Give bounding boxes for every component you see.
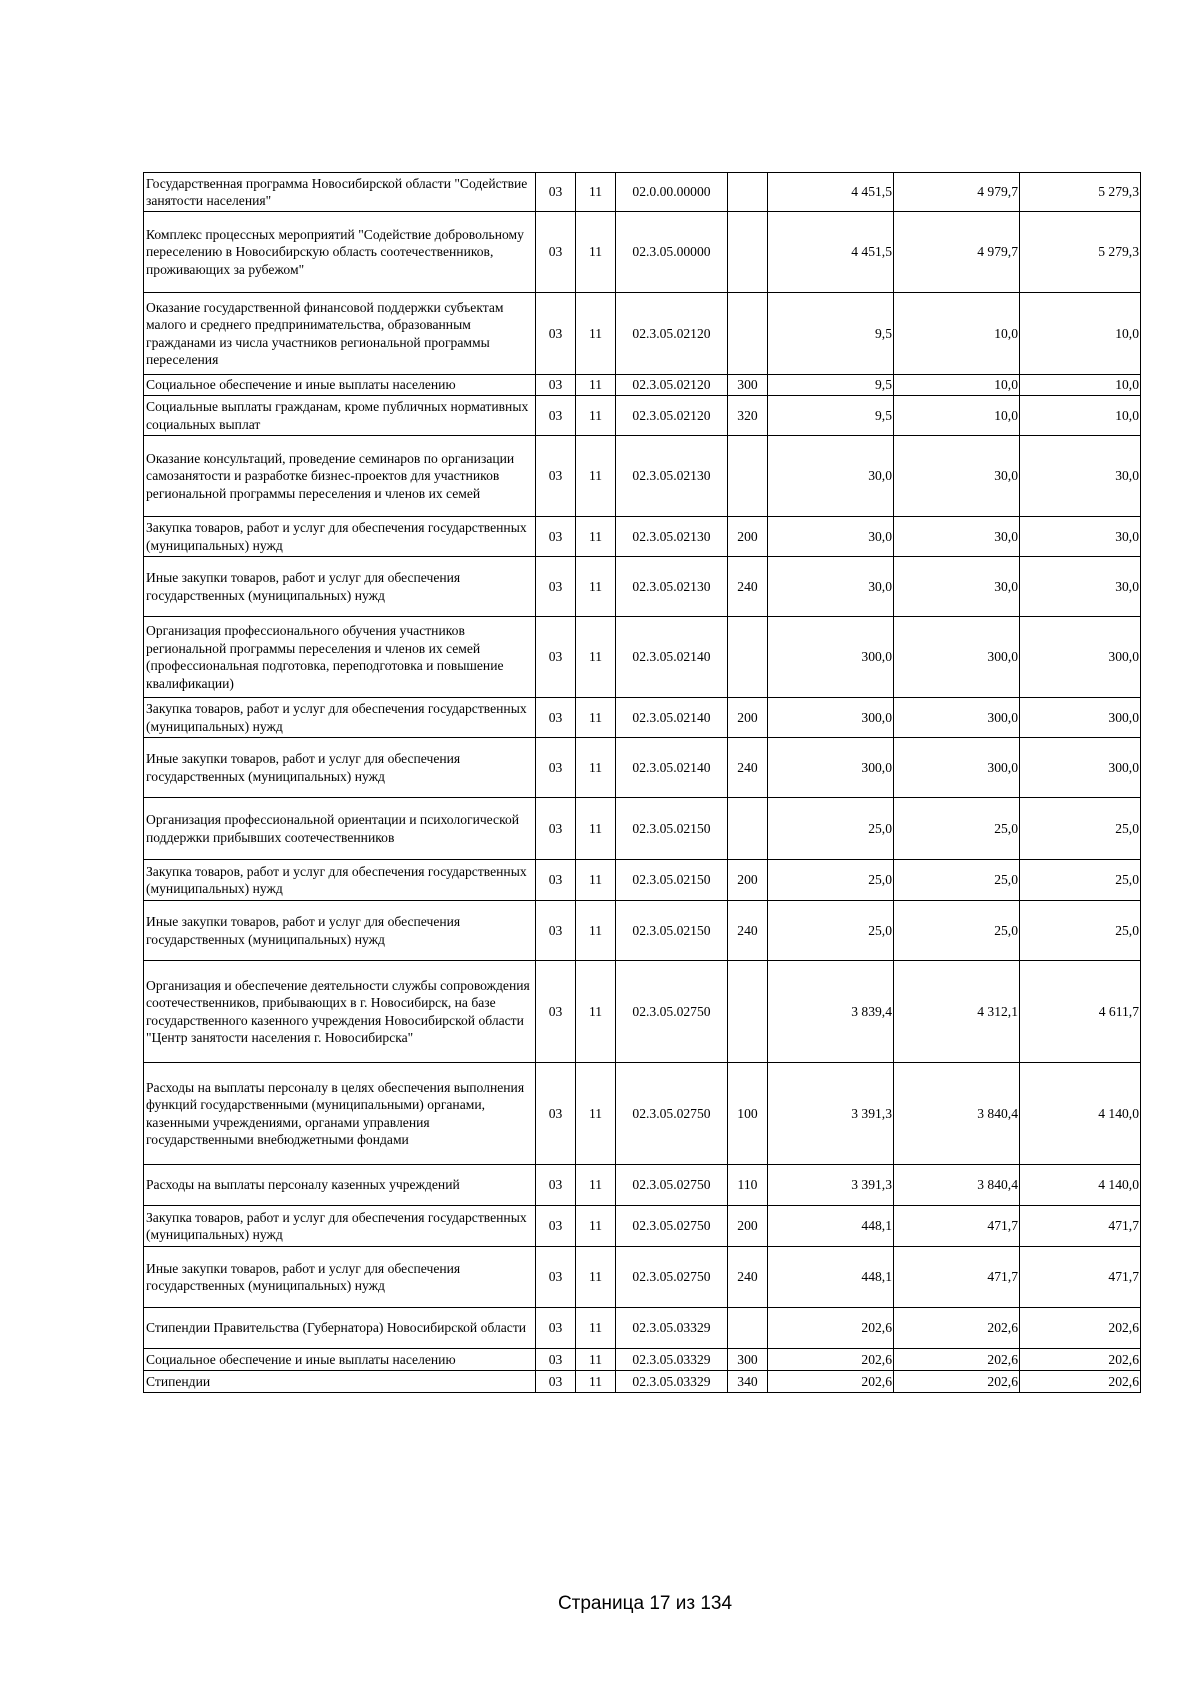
amount-year-1-cell: 9,5 <box>768 396 894 436</box>
subsection-code-cell: 11 <box>576 1371 616 1393</box>
section-code-cell: 03 <box>536 901 576 961</box>
table-row <box>144 738 1141 798</box>
amount-year-3-cell: 5 279,3 <box>1020 212 1141 293</box>
target-article-cell: 02.3.05.02750 <box>616 1206 728 1247</box>
table-body <box>144 173 1141 1393</box>
target-article-cell: 02.3.05.02750 <box>616 961 728 1063</box>
section-code-cell: 03 <box>536 961 576 1063</box>
expense-type-cell: 340 <box>728 1371 768 1393</box>
subsection-code-cell: 11 <box>576 396 616 436</box>
section-code-cell: 03 <box>536 436 576 517</box>
amount-year-2-cell: 25,0 <box>894 860 1020 901</box>
subsection-code-cell: 11 <box>576 1206 616 1247</box>
amount-year-1-cell: 30,0 <box>768 517 894 557</box>
amount-year-1-cell: 300,0 <box>768 738 894 798</box>
item-name-cell: Закупка товаров, работ и услуг для обеспечения государственных (муниципальных) нужд <box>144 517 536 557</box>
section-code-cell: 03 <box>536 1247 576 1308</box>
target-article-cell: 02.3.05.02150 <box>616 901 728 961</box>
target-article-cell: 02.3.05.02750 <box>616 1165 728 1206</box>
expense-type-cell: 110 <box>728 1165 768 1206</box>
amount-year-3-cell: 5 279,3 <box>1020 173 1141 212</box>
amount-year-3-cell: 300,0 <box>1020 617 1141 698</box>
table-row <box>144 375 1141 396</box>
table-row <box>144 961 1141 1063</box>
amount-year-3-cell: 4 140,0 <box>1020 1165 1141 1206</box>
target-article-cell: 02.3.05.03329 <box>616 1349 728 1371</box>
amount-year-2-cell: 4 979,7 <box>894 212 1020 293</box>
item-name-cell: Оказание государственной финансовой поддержки субъектам малого и среднего предпринимательства, образованным гражданами из числа участников региональной программы переселения <box>144 293 536 375</box>
item-name-cell: Расходы на выплаты персоналу казенных учреждений <box>144 1165 536 1206</box>
amount-year-1-cell: 448,1 <box>768 1247 894 1308</box>
amount-year-2-cell: 30,0 <box>894 436 1020 517</box>
expense-type-cell: 200 <box>728 698 768 738</box>
amount-year-2-cell: 30,0 <box>894 557 1020 617</box>
subsection-code-cell: 11 <box>576 698 616 738</box>
subsection-code-cell: 11 <box>576 1308 616 1349</box>
item-name-cell: Организация профессиональной ориентации и психологической поддержки прибывших соотечественников <box>144 798 536 860</box>
table-row <box>144 173 1141 212</box>
amount-year-2-cell: 10,0 <box>894 293 1020 375</box>
expense-type-cell: 300 <box>728 375 768 396</box>
target-article-cell: 02.3.05.02150 <box>616 798 728 860</box>
target-article-cell: 02.3.05.03329 <box>616 1308 728 1349</box>
section-code-cell: 03 <box>536 557 576 617</box>
section-code-cell: 03 <box>536 396 576 436</box>
amount-year-3-cell: 202,6 <box>1020 1371 1141 1393</box>
amount-year-1-cell: 448,1 <box>768 1206 894 1247</box>
item-name-cell: Оказание консультаций, проведение семинаров по организации самозанятости и разработке бизнес-проектов для участников региональной программы переселения и членов их семей <box>144 436 536 517</box>
item-name-cell: Стипендии Правительства (Губернатора) Новосибирской области <box>144 1308 536 1349</box>
item-name-cell: Организация профессионального обучения участников региональной программы переселения и членов их семей (профессиональная подготовка, переподготовка и повышение квалификации) <box>144 617 536 698</box>
target-article-cell: 02.3.05.02120 <box>616 396 728 436</box>
section-code-cell: 03 <box>536 212 576 293</box>
amount-year-3-cell: 202,6 <box>1020 1349 1141 1371</box>
amount-year-1-cell: 300,0 <box>768 617 894 698</box>
item-name-cell: Иные закупки товаров, работ и услуг для обеспечения государственных (муниципальных) нужд <box>144 738 536 798</box>
item-name-cell: Стипендии <box>144 1371 536 1393</box>
expense-type-cell: 200 <box>728 1206 768 1247</box>
section-code-cell: 03 <box>536 375 576 396</box>
target-article-cell: 02.3.05.02130 <box>616 517 728 557</box>
item-name-cell: Комплекс процессных мероприятий "Содействие добровольному переселению в Новосибирскую область соотечественников, проживающих за рубежом" <box>144 212 536 293</box>
target-article-cell: 02.3.05.02750 <box>616 1247 728 1308</box>
table-row <box>144 617 1141 698</box>
subsection-code-cell: 11 <box>576 860 616 901</box>
amount-year-2-cell: 202,6 <box>894 1308 1020 1349</box>
amount-year-3-cell: 202,6 <box>1020 1308 1141 1349</box>
section-code-cell: 03 <box>536 860 576 901</box>
target-article-cell: 02.3.05.02150 <box>616 860 728 901</box>
amount-year-1-cell: 9,5 <box>768 375 894 396</box>
target-article-cell: 02.3.05.03329 <box>616 1371 728 1393</box>
amount-year-3-cell: 30,0 <box>1020 557 1141 617</box>
table-row <box>144 1371 1141 1393</box>
amount-year-3-cell: 30,0 <box>1020 436 1141 517</box>
table-row <box>144 1206 1141 1247</box>
item-name-cell: Государственная программа Новосибирской области "Содействие занятости населения" <box>144 173 536 212</box>
section-code-cell: 03 <box>536 1308 576 1349</box>
amount-year-1-cell: 25,0 <box>768 860 894 901</box>
expense-type-cell <box>728 798 768 860</box>
section-code-cell: 03 <box>536 798 576 860</box>
amount-year-1-cell: 300,0 <box>768 698 894 738</box>
table-row <box>144 1165 1141 1206</box>
amount-year-2-cell: 300,0 <box>894 698 1020 738</box>
item-name-cell: Иные закупки товаров, работ и услуг для обеспечения государственных (муниципальных) нужд <box>144 901 536 961</box>
item-name-cell: Расходы на выплаты персоналу в целях обеспечения выполнения функций государственными (муниципальными) органами, казенными учреждениями, органами управления государственными внебюджетными фондами <box>144 1063 536 1165</box>
amount-year-2-cell: 3 840,4 <box>894 1063 1020 1165</box>
budget-table <box>143 172 1141 1393</box>
target-article-cell: 02.3.05.00000 <box>616 212 728 293</box>
table-row <box>144 1349 1141 1371</box>
amount-year-3-cell: 25,0 <box>1020 860 1141 901</box>
amount-year-3-cell: 30,0 <box>1020 517 1141 557</box>
amount-year-1-cell: 202,6 <box>768 1371 894 1393</box>
amount-year-1-cell: 3 839,4 <box>768 961 894 1063</box>
amount-year-2-cell: 25,0 <box>894 798 1020 860</box>
amount-year-2-cell: 202,6 <box>894 1349 1020 1371</box>
item-name-cell: Социальное обеспечение и иные выплаты населению <box>144 1349 536 1371</box>
expense-type-cell: 200 <box>728 517 768 557</box>
subsection-code-cell: 11 <box>576 293 616 375</box>
amount-year-1-cell: 4 451,5 <box>768 173 894 212</box>
amount-year-2-cell: 300,0 <box>894 738 1020 798</box>
amount-year-3-cell: 25,0 <box>1020 901 1141 961</box>
expense-type-cell <box>728 212 768 293</box>
amount-year-2-cell: 471,7 <box>894 1247 1020 1308</box>
target-article-cell: 02.3.05.02140 <box>616 738 728 798</box>
section-code-cell: 03 <box>536 1206 576 1247</box>
table-row <box>144 396 1141 436</box>
subsection-code-cell: 11 <box>576 436 616 517</box>
amount-year-1-cell: 3 391,3 <box>768 1165 894 1206</box>
expense-type-cell: 240 <box>728 557 768 617</box>
section-code-cell: 03 <box>536 1371 576 1393</box>
table-row <box>144 212 1141 293</box>
section-code-cell: 03 <box>536 173 576 212</box>
subsection-code-cell: 11 <box>576 1247 616 1308</box>
amount-year-2-cell: 202,6 <box>894 1371 1020 1393</box>
table-row <box>144 1063 1141 1165</box>
target-article-cell: 02.3.05.02120 <box>616 293 728 375</box>
table-row <box>144 1308 1141 1349</box>
subsection-code-cell: 11 <box>576 738 616 798</box>
expense-type-cell <box>728 173 768 212</box>
target-article-cell: 02.3.05.02140 <box>616 698 728 738</box>
amount-year-1-cell: 202,6 <box>768 1349 894 1371</box>
amount-year-1-cell: 4 451,5 <box>768 212 894 293</box>
amount-year-3-cell: 10,0 <box>1020 396 1141 436</box>
section-code-cell: 03 <box>536 1349 576 1371</box>
subsection-code-cell: 11 <box>576 901 616 961</box>
amount-year-2-cell: 10,0 <box>894 375 1020 396</box>
amount-year-2-cell: 4 312,1 <box>894 961 1020 1063</box>
page-number: Страница 17 из 134 <box>557 1593 733 1614</box>
item-name-cell: Организация и обеспечение деятельности службы сопровождения соотечественников, прибывающих в г. Новосибирск, на базе государственного казенного учреждения Новосибирской области "Центр занятости населения г. Новосибирска" <box>144 961 536 1063</box>
amount-year-1-cell: 25,0 <box>768 901 894 961</box>
subsection-code-cell: 11 <box>576 798 616 860</box>
amount-year-2-cell: 4 979,7 <box>894 173 1020 212</box>
amount-year-1-cell: 9,5 <box>768 293 894 375</box>
amount-year-3-cell: 471,7 <box>1020 1247 1141 1308</box>
amount-year-3-cell: 471,7 <box>1020 1206 1141 1247</box>
subsection-code-cell: 11 <box>576 212 616 293</box>
expense-type-cell <box>728 617 768 698</box>
expense-type-cell: 200 <box>728 860 768 901</box>
section-code-cell: 03 <box>536 738 576 798</box>
target-article-cell: 02.3.05.02130 <box>616 436 728 517</box>
item-name-cell: Иные закупки товаров, работ и услуг для обеспечения государственных (муниципальных) нужд <box>144 557 536 617</box>
target-article-cell: 02.3.05.02120 <box>616 375 728 396</box>
amount-year-3-cell: 300,0 <box>1020 698 1141 738</box>
table-row <box>144 436 1141 517</box>
expense-type-cell <box>728 436 768 517</box>
table-row <box>144 798 1141 860</box>
amount-year-1-cell: 3 391,3 <box>768 1063 894 1165</box>
subsection-code-cell: 11 <box>576 1063 616 1165</box>
section-code-cell: 03 <box>536 1165 576 1206</box>
item-name-cell: Социальное обеспечение и иные выплаты населению <box>144 375 536 396</box>
expense-type-cell: 240 <box>728 1247 768 1308</box>
expense-type-cell: 240 <box>728 738 768 798</box>
target-article-cell: 02.3.05.02750 <box>616 1063 728 1165</box>
amount-year-2-cell: 10,0 <box>894 396 1020 436</box>
table-row <box>144 293 1141 375</box>
subsection-code-cell: 11 <box>576 517 616 557</box>
item-name-cell: Закупка товаров, работ и услуг для обеспечения государственных (муниципальных) нужд <box>144 860 536 901</box>
item-name-cell: Иные закупки товаров, работ и услуг для обеспечения государственных (муниципальных) нужд <box>144 1247 536 1308</box>
amount-year-3-cell: 10,0 <box>1020 375 1141 396</box>
amount-year-3-cell: 25,0 <box>1020 798 1141 860</box>
table-row <box>144 517 1141 557</box>
table-row <box>144 901 1141 961</box>
subsection-code-cell: 11 <box>576 961 616 1063</box>
amount-year-1-cell: 30,0 <box>768 436 894 517</box>
amount-year-2-cell: 25,0 <box>894 901 1020 961</box>
section-code-cell: 03 <box>536 1063 576 1165</box>
amount-year-3-cell: 10,0 <box>1020 293 1141 375</box>
expense-type-cell <box>728 961 768 1063</box>
section-code-cell: 03 <box>536 698 576 738</box>
expense-type-cell: 100 <box>728 1063 768 1165</box>
section-code-cell: 03 <box>536 293 576 375</box>
section-code-cell: 03 <box>536 517 576 557</box>
target-article-cell: 02.3.05.02130 <box>616 557 728 617</box>
amount-year-3-cell: 300,0 <box>1020 738 1141 798</box>
expense-type-cell: 320 <box>728 396 768 436</box>
expense-type-cell <box>728 1308 768 1349</box>
table-row <box>144 698 1141 738</box>
amount-year-3-cell: 4 611,7 <box>1020 961 1141 1063</box>
item-name-cell: Закупка товаров, работ и услуг для обеспечения государственных (муниципальных) нужд <box>144 698 536 738</box>
table-row <box>144 860 1141 901</box>
table-row <box>144 557 1141 617</box>
target-article-cell: 02.0.00.00000 <box>616 173 728 212</box>
amount-year-1-cell: 30,0 <box>768 557 894 617</box>
expense-type-cell: 240 <box>728 901 768 961</box>
section-code-cell: 03 <box>536 617 576 698</box>
item-name-cell: Закупка товаров, работ и услуг для обеспечения государственных (муниципальных) нужд <box>144 1206 536 1247</box>
amount-year-1-cell: 25,0 <box>768 798 894 860</box>
subsection-code-cell: 11 <box>576 1349 616 1371</box>
amount-year-2-cell: 300,0 <box>894 617 1020 698</box>
subsection-code-cell: 11 <box>576 375 616 396</box>
amount-year-2-cell: 3 840,4 <box>894 1165 1020 1206</box>
subsection-code-cell: 11 <box>576 173 616 212</box>
expense-type-cell: 300 <box>728 1349 768 1371</box>
amount-year-3-cell: 4 140,0 <box>1020 1063 1141 1165</box>
expense-type-cell <box>728 293 768 375</box>
target-article-cell: 02.3.05.02140 <box>616 617 728 698</box>
subsection-code-cell: 11 <box>576 617 616 698</box>
table-row <box>144 1247 1141 1308</box>
item-name-cell: Социальные выплаты гражданам, кроме публичных нормативных социальных выплат <box>144 396 536 436</box>
subsection-code-cell: 11 <box>576 557 616 617</box>
amount-year-2-cell: 471,7 <box>894 1206 1020 1247</box>
amount-year-2-cell: 30,0 <box>894 517 1020 557</box>
subsection-code-cell: 11 <box>576 1165 616 1206</box>
amount-year-1-cell: 202,6 <box>768 1308 894 1349</box>
